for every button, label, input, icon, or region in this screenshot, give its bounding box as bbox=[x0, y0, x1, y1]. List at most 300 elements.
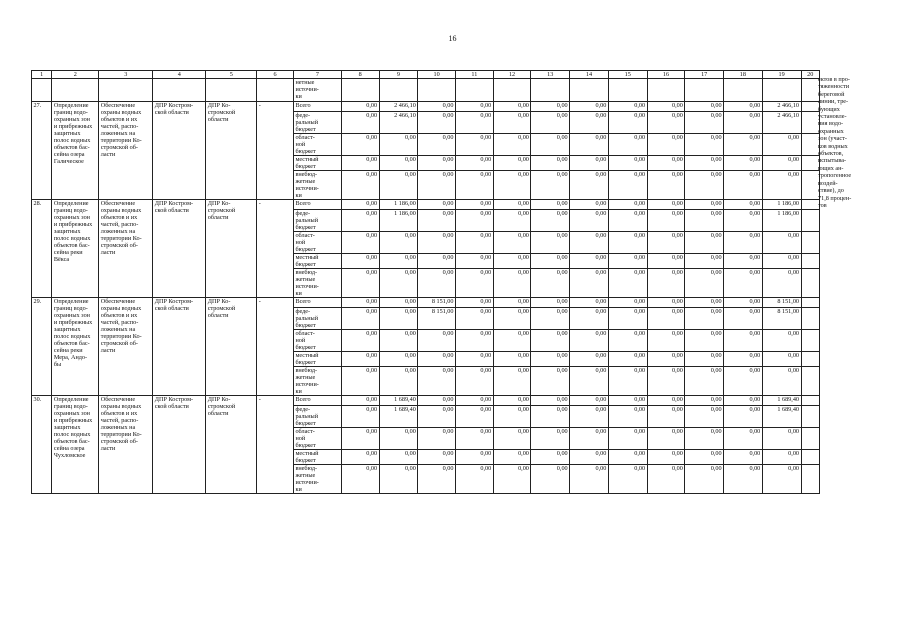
amount-cell: 0,00 bbox=[493, 232, 531, 254]
column-number: 14 bbox=[570, 71, 609, 79]
amount-cell: 0,00 bbox=[724, 352, 763, 367]
page-number: 16 bbox=[448, 34, 457, 43]
amount-cell: 8 151,00 bbox=[418, 308, 456, 330]
amount-cell: 0,00 bbox=[379, 269, 418, 298]
amount-cell: 0,00 bbox=[531, 269, 570, 298]
executor: ДПР Костром- ской области bbox=[153, 298, 206, 396]
empty-cell bbox=[647, 79, 685, 102]
amount-cell: 0,00 bbox=[570, 450, 609, 465]
indicator-cell bbox=[801, 406, 820, 428]
amount-cell: 0,00 bbox=[724, 232, 763, 254]
amount-cell: 0,00 bbox=[685, 232, 724, 254]
recipient: ДПР Ко- стромской области bbox=[206, 102, 257, 200]
column-number: 2 bbox=[52, 71, 99, 79]
amount-cell: 0,00 bbox=[455, 465, 493, 494]
amount-cell: 0,00 bbox=[647, 450, 685, 465]
amount-cell: 0,00 bbox=[418, 210, 456, 232]
amount-cell: 0,00 bbox=[724, 450, 763, 465]
column-number: 9 bbox=[379, 71, 418, 79]
amount-cell: 0,00 bbox=[647, 269, 685, 298]
amount-cell: 0,00 bbox=[379, 352, 418, 367]
amount-cell: 0,00 bbox=[341, 396, 379, 406]
amount-cell: 0,00 bbox=[762, 450, 801, 465]
item-number: 29. bbox=[32, 298, 52, 396]
amount-cell: 2 466,10 bbox=[379, 102, 418, 112]
amount-cell: 0,00 bbox=[418, 269, 456, 298]
amount-cell: 0,00 bbox=[418, 134, 456, 156]
amount-cell: 1 689,40 bbox=[762, 396, 801, 406]
amount-cell: 0,00 bbox=[418, 156, 456, 171]
amount-cell: 0,00 bbox=[418, 254, 456, 269]
amount-cell: 0,00 bbox=[531, 428, 570, 450]
amount-cell: 0,00 bbox=[493, 428, 531, 450]
amount-cell: 0,00 bbox=[724, 254, 763, 269]
program-table bbox=[31, 70, 820, 494]
amount-cell: 0,00 bbox=[647, 102, 685, 112]
amount-cell: 0,00 bbox=[418, 450, 456, 465]
funding-source: местный бюджет bbox=[293, 450, 341, 465]
column-number: 16 bbox=[647, 71, 685, 79]
empty-cell bbox=[32, 79, 52, 102]
amount-cell: 0,00 bbox=[341, 367, 379, 396]
table-row bbox=[32, 102, 820, 112]
amount-cell: 0,00 bbox=[647, 134, 685, 156]
empty-cell bbox=[531, 79, 570, 102]
indicator-cell bbox=[801, 465, 820, 494]
measure-purpose: Обеспечение охраны водных объектов и их частей, распо- ложенных на территории Ко- стромской об- ласти bbox=[99, 298, 153, 396]
amount-cell: 0,00 bbox=[493, 352, 531, 367]
column-number: 4 bbox=[153, 71, 206, 79]
amount-cell: 0,00 bbox=[455, 269, 493, 298]
continuation-row bbox=[32, 79, 820, 102]
amount-cell: 0,00 bbox=[570, 102, 609, 112]
funding-source: Всего bbox=[293, 298, 341, 308]
empty-cell bbox=[762, 79, 801, 102]
amount-cell: 0,00 bbox=[455, 298, 493, 308]
amount-cell: 0,00 bbox=[724, 200, 763, 210]
empty-cell bbox=[99, 79, 153, 102]
amount-cell: 0,00 bbox=[493, 112, 531, 134]
indicator-cell bbox=[801, 308, 820, 330]
empty-cell bbox=[724, 79, 763, 102]
empty-cell bbox=[685, 79, 724, 102]
indicator-cell bbox=[801, 330, 820, 352]
amount-cell: 0,00 bbox=[570, 232, 609, 254]
column-20-note: ектов в про- тяженности береговой линии, тре- бующих установле- ния водо- охранных зон (участ- ков водных объектов, испытыва- ющих ан- тропогенное воздей- ствие), до 71,8 процен- тов bbox=[818, 76, 852, 209]
amount-cell: 0,00 bbox=[493, 406, 531, 428]
executor: ДПР Костром- ской области bbox=[153, 396, 206, 494]
amount-cell: 0,00 bbox=[608, 102, 647, 112]
amount-cell: 0,00 bbox=[608, 330, 647, 352]
amount-cell: 0,00 bbox=[455, 232, 493, 254]
amount-cell: 0,00 bbox=[647, 232, 685, 254]
column-6: - bbox=[257, 396, 294, 494]
measure-name: Определение границ водо- охранных зон и прибрежных защитных полос водных объектов бас- сейна реки Вёкса bbox=[52, 200, 99, 298]
empty-cell bbox=[153, 79, 206, 102]
source-cell: нетные источни- ки bbox=[293, 79, 341, 102]
amount-cell: 0,00 bbox=[647, 308, 685, 330]
amount-cell: 0,00 bbox=[418, 232, 456, 254]
amount-cell: 1 689,40 bbox=[379, 396, 418, 406]
recipient: ДПР Ко- стромской области bbox=[206, 200, 257, 298]
amount-cell: 0,00 bbox=[685, 210, 724, 232]
funding-source: внебюд- жетные источни- ки bbox=[293, 465, 341, 494]
empty-cell bbox=[341, 79, 379, 102]
amount-cell: 0,00 bbox=[762, 171, 801, 200]
recipient: ДПР Ко- стромской области bbox=[206, 396, 257, 494]
indicator-cell bbox=[801, 396, 820, 406]
funding-source: местный бюджет bbox=[293, 352, 341, 367]
amount-cell: 0,00 bbox=[455, 406, 493, 428]
amount-cell: 0,00 bbox=[724, 308, 763, 330]
amount-cell: 2 466,10 bbox=[762, 112, 801, 134]
column-number: 6 bbox=[257, 71, 294, 79]
amount-cell: 0,00 bbox=[762, 352, 801, 367]
amount-cell: 0,00 bbox=[608, 450, 647, 465]
indicator-cell bbox=[801, 269, 820, 298]
amount-cell: 0,00 bbox=[531, 406, 570, 428]
amount-cell: 0,00 bbox=[455, 308, 493, 330]
amount-cell: 0,00 bbox=[570, 269, 609, 298]
amount-cell: 0,00 bbox=[531, 308, 570, 330]
table-row bbox=[32, 298, 820, 308]
amount-cell: 0,00 bbox=[647, 465, 685, 494]
amount-cell: 0,00 bbox=[685, 308, 724, 330]
amount-cell: 0,00 bbox=[608, 254, 647, 269]
amount-cell: 0,00 bbox=[647, 428, 685, 450]
indicator-cell bbox=[801, 367, 820, 396]
amount-cell: 0,00 bbox=[341, 352, 379, 367]
amount-cell: 0,00 bbox=[531, 465, 570, 494]
amount-cell: 0,00 bbox=[685, 269, 724, 298]
indicator-cell bbox=[801, 156, 820, 171]
amount-cell: 0,00 bbox=[493, 156, 531, 171]
empty-cell bbox=[493, 79, 531, 102]
amount-cell: 0,00 bbox=[724, 330, 763, 352]
amount-cell: 0,00 bbox=[341, 406, 379, 428]
amount-cell: 0,00 bbox=[531, 232, 570, 254]
header-row bbox=[32, 71, 820, 79]
executor: ДПР Костром- ской области bbox=[153, 200, 206, 298]
column-number: 7 bbox=[293, 71, 341, 79]
amount-cell: 0,00 bbox=[724, 112, 763, 134]
amount-cell: 0,00 bbox=[647, 200, 685, 210]
column-number: 17 bbox=[685, 71, 724, 79]
amount-cell: 0,00 bbox=[724, 465, 763, 494]
amount-cell: 0,00 bbox=[493, 134, 531, 156]
amount-cell: 0,00 bbox=[341, 112, 379, 134]
amount-cell: 0,00 bbox=[762, 465, 801, 494]
amount-cell: 0,00 bbox=[647, 254, 685, 269]
amount-cell: 0,00 bbox=[455, 210, 493, 232]
column-6: - bbox=[257, 298, 294, 396]
amount-cell: 0,00 bbox=[455, 156, 493, 171]
amount-cell: 1 689,40 bbox=[762, 406, 801, 428]
amount-cell: 0,00 bbox=[493, 308, 531, 330]
amount-cell: 0,00 bbox=[608, 210, 647, 232]
column-number: 12 bbox=[493, 71, 531, 79]
amount-cell: 0,00 bbox=[531, 352, 570, 367]
amount-cell: 0,00 bbox=[647, 352, 685, 367]
amount-cell: 0,00 bbox=[608, 308, 647, 330]
amount-cell: 0,00 bbox=[455, 102, 493, 112]
amount-cell: 0,00 bbox=[685, 465, 724, 494]
amount-cell: 0,00 bbox=[418, 171, 456, 200]
amount-cell: 1 186,00 bbox=[762, 210, 801, 232]
amount-cell: 0,00 bbox=[762, 330, 801, 352]
amount-cell: 0,00 bbox=[341, 428, 379, 450]
indicator-cell bbox=[801, 102, 820, 112]
amount-cell: 0,00 bbox=[341, 465, 379, 494]
funding-source: област- ной бюджет bbox=[293, 330, 341, 352]
amount-cell: 0,00 bbox=[685, 367, 724, 396]
column-number: 19 bbox=[762, 71, 801, 79]
table-row bbox=[32, 396, 820, 406]
amount-cell: 0,00 bbox=[570, 428, 609, 450]
amount-cell: 0,00 bbox=[493, 450, 531, 465]
item-number: 28. bbox=[32, 200, 52, 298]
empty-cell bbox=[257, 79, 294, 102]
amount-cell: 0,00 bbox=[531, 298, 570, 308]
amount-cell: 0,00 bbox=[493, 254, 531, 269]
amount-cell: 0,00 bbox=[341, 450, 379, 465]
amount-cell: 0,00 bbox=[455, 367, 493, 396]
amount-cell: 0,00 bbox=[493, 367, 531, 396]
empty-cell bbox=[379, 79, 418, 102]
amount-cell: 0,00 bbox=[762, 428, 801, 450]
column-number: 8 bbox=[341, 71, 379, 79]
amount-cell: 0,00 bbox=[647, 298, 685, 308]
empty-cell bbox=[206, 79, 257, 102]
amount-cell: 0,00 bbox=[608, 156, 647, 171]
amount-cell: 0,00 bbox=[685, 254, 724, 269]
amount-cell: 0,00 bbox=[608, 171, 647, 200]
amount-cell: 0,00 bbox=[455, 396, 493, 406]
measure-purpose: Обеспечение охраны водных объектов и их частей, распо- ложенных на территории Ко- стромской об- ласти bbox=[99, 200, 153, 298]
indicator-cell bbox=[801, 254, 820, 269]
amount-cell: 0,00 bbox=[570, 308, 609, 330]
indicator-cell bbox=[801, 134, 820, 156]
amount-cell: 0,00 bbox=[531, 450, 570, 465]
amount-cell: 0,00 bbox=[685, 428, 724, 450]
amount-cell: 0,00 bbox=[685, 330, 724, 352]
amount-cell: 0,00 bbox=[418, 396, 456, 406]
amount-cell: 0,00 bbox=[455, 134, 493, 156]
table-row bbox=[32, 200, 820, 210]
amount-cell: 0,00 bbox=[570, 298, 609, 308]
amount-cell: 0,00 bbox=[341, 171, 379, 200]
amount-cell: 0,00 bbox=[455, 330, 493, 352]
amount-cell: 0,00 bbox=[685, 298, 724, 308]
amount-cell: 0,00 bbox=[418, 367, 456, 396]
column-number: 10 bbox=[418, 71, 456, 79]
amount-cell: 0,00 bbox=[608, 298, 647, 308]
amount-cell: 0,00 bbox=[379, 232, 418, 254]
amount-cell: 0,00 bbox=[724, 171, 763, 200]
empty-cell bbox=[801, 79, 820, 102]
amount-cell: 0,00 bbox=[531, 171, 570, 200]
amount-cell: 0,00 bbox=[341, 298, 379, 308]
amount-cell: 0,00 bbox=[531, 112, 570, 134]
amount-cell: 0,00 bbox=[570, 406, 609, 428]
amount-cell: 0,00 bbox=[762, 232, 801, 254]
amount-cell: 0,00 bbox=[455, 171, 493, 200]
column-number: 11 bbox=[455, 71, 493, 79]
amount-cell: 0,00 bbox=[762, 134, 801, 156]
amount-cell: 0,00 bbox=[493, 465, 531, 494]
amount-cell: 0,00 bbox=[531, 156, 570, 171]
amount-cell: 0,00 bbox=[685, 112, 724, 134]
item-number: 30. bbox=[32, 396, 52, 494]
amount-cell: 0,00 bbox=[647, 171, 685, 200]
empty-cell bbox=[418, 79, 456, 102]
column-number: 13 bbox=[531, 71, 570, 79]
amount-cell: 0,00 bbox=[724, 396, 763, 406]
amount-cell: 0,00 bbox=[531, 210, 570, 232]
amount-cell: 0,00 bbox=[531, 254, 570, 269]
amount-cell: 0,00 bbox=[379, 450, 418, 465]
amount-cell: 0,00 bbox=[570, 171, 609, 200]
column-number: 3 bbox=[99, 71, 153, 79]
funding-source: внебюд- жетные источни- ки bbox=[293, 367, 341, 396]
amount-cell: 0,00 bbox=[418, 330, 456, 352]
funding-source: Всего bbox=[293, 396, 341, 406]
amount-cell: 1 186,00 bbox=[762, 200, 801, 210]
amount-cell: 0,00 bbox=[685, 352, 724, 367]
amount-cell: 0,00 bbox=[379, 134, 418, 156]
amount-cell: 0,00 bbox=[724, 156, 763, 171]
amount-cell: 0,00 bbox=[418, 102, 456, 112]
amount-cell: 0,00 bbox=[608, 465, 647, 494]
amount-cell: 0,00 bbox=[685, 171, 724, 200]
amount-cell: 0,00 bbox=[570, 465, 609, 494]
measure-name: Определение границ водо- охранных зон и прибрежных защитных полос водных объектов бас- сейна озера Чухломское bbox=[52, 396, 99, 494]
amount-cell: 0,00 bbox=[647, 156, 685, 171]
amount-cell: 0,00 bbox=[379, 156, 418, 171]
funding-source: Всего bbox=[293, 102, 341, 112]
amount-cell: 0,00 bbox=[724, 269, 763, 298]
amount-cell: 8 151,00 bbox=[762, 308, 801, 330]
amount-cell: 0,00 bbox=[379, 254, 418, 269]
amount-cell: 0,00 bbox=[685, 156, 724, 171]
amount-cell: 0,00 bbox=[570, 210, 609, 232]
amount-cell: 0,00 bbox=[455, 352, 493, 367]
amount-cell: 0,00 bbox=[341, 330, 379, 352]
measure-purpose: Обеспечение охраны водных объектов и их частей, распо- ложенных на территории Ко- стромской об- ласти bbox=[99, 396, 153, 494]
column-number: 15 bbox=[608, 71, 647, 79]
indicator-cell bbox=[801, 200, 820, 210]
amount-cell: 0,00 bbox=[493, 298, 531, 308]
amount-cell: 0,00 bbox=[685, 450, 724, 465]
amount-cell: 0,00 bbox=[341, 200, 379, 210]
funding-source: област- ной бюджет bbox=[293, 428, 341, 450]
empty-cell bbox=[52, 79, 99, 102]
amount-cell: 2 466,10 bbox=[379, 112, 418, 134]
amount-cell: 0,00 bbox=[570, 330, 609, 352]
funding-source: феде- ральный бюджет bbox=[293, 210, 341, 232]
amount-cell: 0,00 bbox=[685, 396, 724, 406]
amount-cell: 0,00 bbox=[493, 102, 531, 112]
amount-cell: 0,00 bbox=[341, 232, 379, 254]
funding-source: внебюд- жетные источни- ки bbox=[293, 269, 341, 298]
amount-cell: 0,00 bbox=[379, 367, 418, 396]
amount-cell: 0,00 bbox=[493, 171, 531, 200]
amount-cell: 0,00 bbox=[341, 102, 379, 112]
amount-cell: 0,00 bbox=[455, 112, 493, 134]
column-6: - bbox=[257, 102, 294, 200]
amount-cell: 0,00 bbox=[418, 352, 456, 367]
funding-source: област- ной бюджет bbox=[293, 134, 341, 156]
amount-cell: 0,00 bbox=[570, 396, 609, 406]
amount-cell: 0,00 bbox=[685, 200, 724, 210]
amount-cell: 0,00 bbox=[724, 428, 763, 450]
amount-cell: 0,00 bbox=[608, 200, 647, 210]
amount-cell: 0,00 bbox=[724, 367, 763, 396]
amount-cell: 0,00 bbox=[608, 352, 647, 367]
amount-cell: 0,00 bbox=[341, 134, 379, 156]
amount-cell: 0,00 bbox=[341, 210, 379, 232]
indicator-cell bbox=[801, 428, 820, 450]
amount-cell: 0,00 bbox=[570, 112, 609, 134]
column-number: 18 bbox=[724, 71, 763, 79]
amount-cell: 0,00 bbox=[724, 102, 763, 112]
column-number: 1 bbox=[32, 71, 52, 79]
amount-cell: 0,00 bbox=[531, 396, 570, 406]
amount-cell: 0,00 bbox=[685, 102, 724, 112]
amount-cell: 0,00 bbox=[531, 134, 570, 156]
indicator-cell bbox=[801, 232, 820, 254]
amount-cell: 0,00 bbox=[762, 254, 801, 269]
amount-cell: 0,00 bbox=[570, 254, 609, 269]
amount-cell: 0,00 bbox=[493, 210, 531, 232]
amount-cell: 2 466,10 bbox=[762, 102, 801, 112]
amount-cell: 0,00 bbox=[379, 465, 418, 494]
amount-cell: 0,00 bbox=[493, 200, 531, 210]
measure-name: Определение границ водо- охранных зон и прибрежных защитных полос водных объектов бас- сейна озера Галическое bbox=[52, 102, 99, 200]
amount-cell: 0,00 bbox=[418, 200, 456, 210]
funding-source: област- ной бюджет bbox=[293, 232, 341, 254]
funding-source: феде- ральный бюджет bbox=[293, 406, 341, 428]
amount-cell: 0,00 bbox=[493, 269, 531, 298]
amount-cell: 0,00 bbox=[647, 210, 685, 232]
funding-source: Всего bbox=[293, 200, 341, 210]
amount-cell: 0,00 bbox=[570, 367, 609, 396]
measure-purpose: Обеспечение охраны водных объектов и их частей, распо- ложенных на территории Ко- стромской об- ласти bbox=[99, 102, 153, 200]
amount-cell: 0,00 bbox=[531, 200, 570, 210]
funding-source: внебюд- жетные источни- ки bbox=[293, 171, 341, 200]
amount-cell: 0,00 bbox=[570, 200, 609, 210]
amount-cell: 0,00 bbox=[531, 367, 570, 396]
amount-cell: 0,00 bbox=[455, 428, 493, 450]
column-number: 5 bbox=[206, 71, 257, 79]
amount-cell: 0,00 bbox=[647, 406, 685, 428]
amount-cell: 0,00 bbox=[724, 134, 763, 156]
amount-cell: 0,00 bbox=[647, 330, 685, 352]
amount-cell: 0,00 bbox=[379, 171, 418, 200]
amount-cell: 8 151,00 bbox=[418, 298, 456, 308]
column-6: - bbox=[257, 200, 294, 298]
indicator-cell bbox=[801, 450, 820, 465]
item-number: 27. bbox=[32, 102, 52, 200]
amount-cell: 0,00 bbox=[341, 308, 379, 330]
amount-cell: 0,00 bbox=[455, 450, 493, 465]
funding-source: местный бюджет bbox=[293, 254, 341, 269]
amount-cell: 0,00 bbox=[379, 428, 418, 450]
amount-cell: 0,00 bbox=[570, 134, 609, 156]
amount-cell: 0,00 bbox=[608, 134, 647, 156]
amount-cell: 0,00 bbox=[531, 330, 570, 352]
amount-cell: 0,00 bbox=[379, 330, 418, 352]
